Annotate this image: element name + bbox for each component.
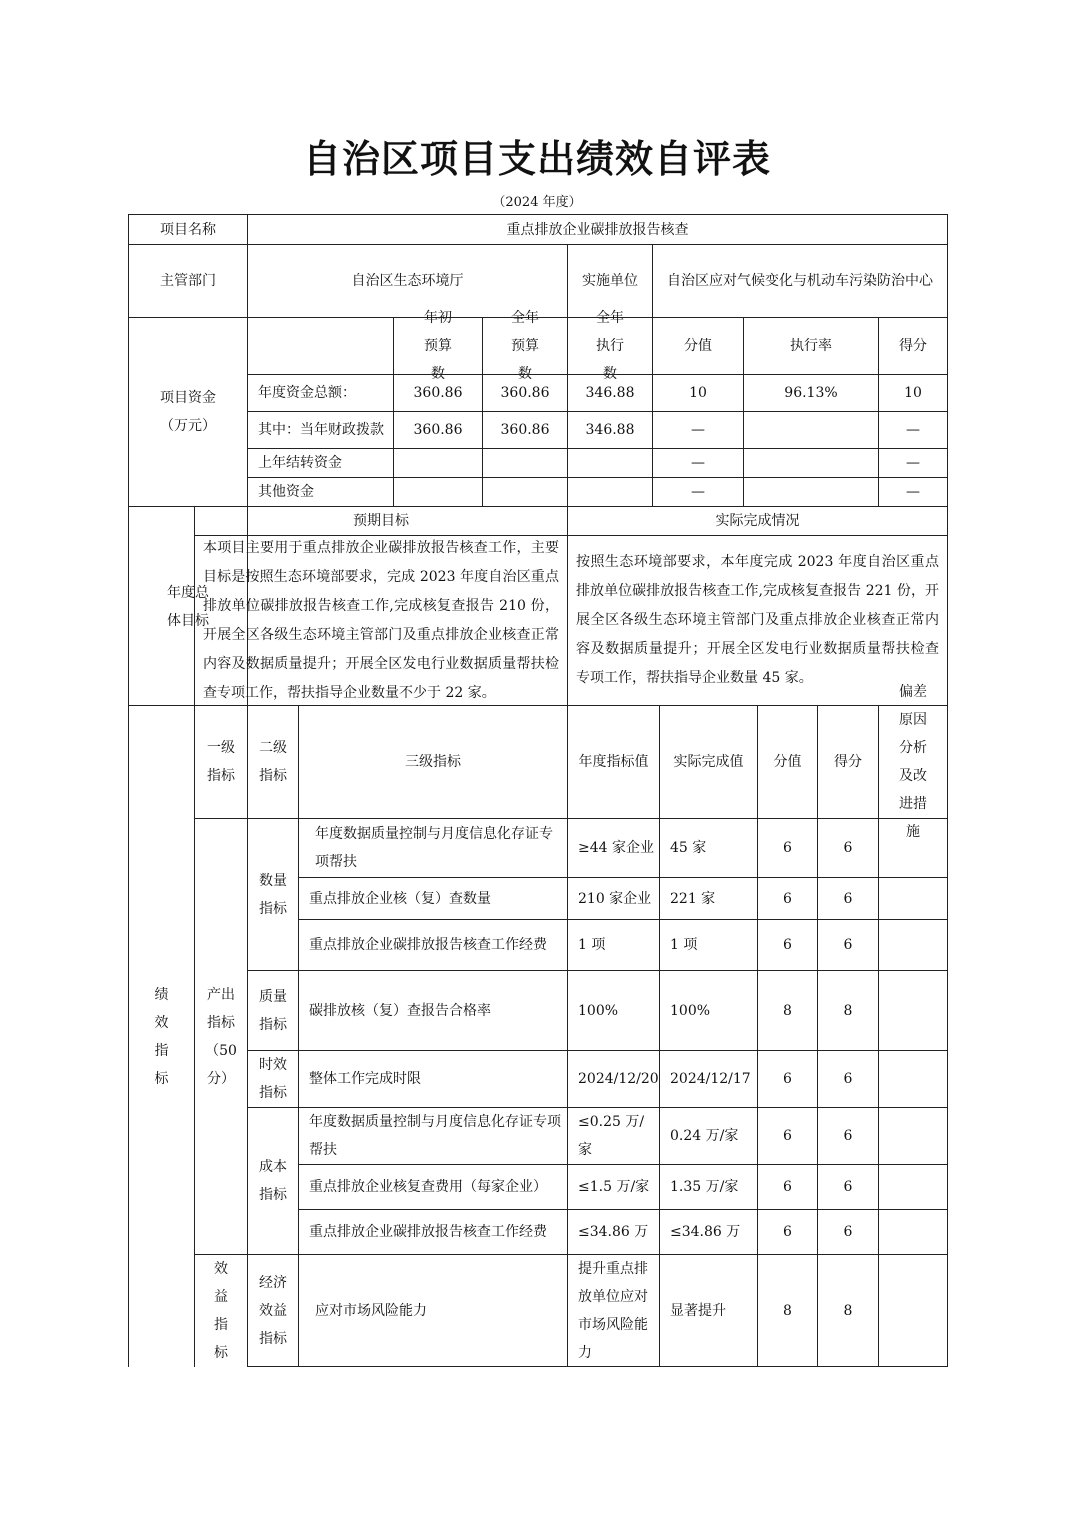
- expected-goal-text: 本项目主要用于重点排放企业碳排放报告核查工作，主要目标是按照生态环境部要求，完成 2023 年度自治区重点排放单位碳排放报告核查工作,完成核复查报告 210 份，开展全区各级生态环境主管部门及重点排放企业核查正常内容及数据质量提升；开展全区发电行业数据质量帮扶检查专项工作，帮扶指导企业数量不少于 22 家。: [194, 535, 568, 706]
- indicator-name: 重点排放企业核复查费用（每家企业）: [298, 1164, 568, 1210]
- funds-cell: 10: [652, 374, 744, 412]
- funds-cell: [393, 448, 483, 478]
- indicator-deviation: [878, 1107, 948, 1165]
- header-target: 年度指标值: [567, 705, 660, 819]
- evaluation-table: [128, 214, 948, 1367]
- funds-header-score: 得分: [878, 317, 948, 375]
- indicator-score: 6: [817, 1209, 879, 1255]
- funds-cell: 346.88: [567, 374, 653, 412]
- indicator-value: 6: [757, 1050, 818, 1108]
- indicator-target: 1 项: [567, 919, 660, 971]
- project-name-label: 项目名称: [128, 214, 248, 245]
- funds-header-value: 分值: [652, 317, 744, 375]
- output-indicator-label: 产出指标（50 分）: [194, 818, 248, 1255]
- indicator-deviation: [878, 1254, 948, 1367]
- funds-row-label: 其他资金: [247, 477, 394, 507]
- indicator-actual: 1.35 万/家: [659, 1164, 758, 1210]
- indicator-name: 重点排放企业碳排放报告核查工作经费: [298, 1209, 568, 1255]
- indicator-actual: 0.24 万/家: [659, 1107, 758, 1165]
- indicator-score: 8: [817, 1254, 879, 1367]
- indicator-actual: 45 家: [659, 818, 758, 878]
- expected-goal-header: 预期目标: [194, 506, 568, 536]
- funds-row-label: 其中：当年财政拨款: [247, 411, 394, 449]
- indicator-deviation: [878, 1050, 948, 1108]
- actual-goal-text: 按照生态环境部要求，本年度完成 2023 年度自治区重点排放单位碳排放报告核查工作,完成核复查报告 221 份，开展全区各级生态环境主管部门及重点排放企业核查正常内容及数据质量提升；开展全区发电行业数据质量帮扶检查专项工作，帮扶指导企业数量 45 家。: [567, 535, 948, 706]
- unit-value: 自治区应对气候变化与机动车污染防治中心: [652, 244, 948, 318]
- header-score: 得分: [817, 705, 879, 819]
- funds-cell: [567, 448, 653, 478]
- funds-cell: —: [652, 477, 744, 507]
- indicator-value: 6: [757, 818, 818, 878]
- header-deviation: 偏差原因分析及改进措施: [878, 705, 948, 819]
- indicator-target: ≥44 家企业: [567, 818, 660, 878]
- goals-label: 年度总体目标: [128, 506, 248, 706]
- indicator-target: ≤0.25 万/家: [567, 1107, 660, 1165]
- indicators-label: 绩效指标: [128, 705, 195, 1367]
- indicator-actual: 221 家: [659, 877, 758, 920]
- header-score-value: 分值: [757, 705, 818, 819]
- funds-cell: [567, 477, 653, 507]
- funds-cell: [393, 477, 483, 507]
- indicator-deviation: [878, 1164, 948, 1210]
- year-label: （2024 年度）: [492, 195, 582, 210]
- funds-cell: 10: [878, 374, 948, 412]
- indicator-value: 6: [757, 919, 818, 971]
- project-name-value: 重点排放企业碳排放报告核查: [247, 214, 948, 245]
- indicator-target: 210 家企业: [567, 877, 660, 920]
- indicator-score: 6: [817, 818, 879, 878]
- funds-cell: [743, 477, 879, 507]
- indicator-name: 重点排放企业碳排放报告核查工作经费: [298, 919, 568, 971]
- indicator-value: 6: [757, 1107, 818, 1165]
- indicator-value: 8: [757, 1254, 818, 1367]
- indicator-actual: 100%: [659, 970, 758, 1051]
- indicator-name: 应对市场风险能力: [298, 1254, 568, 1367]
- unit-label: 实施单位: [567, 244, 653, 318]
- funds-cell: —: [652, 448, 744, 478]
- economic-indicator-label: 经济效益指标: [247, 1254, 299, 1367]
- timeliness-indicator-label: 时效指标: [247, 1050, 299, 1108]
- header-level3: 三级指标: [298, 705, 568, 819]
- indicator-deviation: [878, 1209, 948, 1255]
- funds-cell: 360.86: [393, 411, 483, 449]
- header-level1: 一级指标: [194, 705, 248, 819]
- indicator-value: 6: [757, 877, 818, 920]
- funds-cell: —: [878, 477, 948, 507]
- indicator-deviation: [878, 919, 948, 971]
- indicator-score: 8: [817, 970, 879, 1051]
- indicator-deviation: [878, 877, 948, 920]
- page-title: 自治区项目支出绩效自评表: [302, 136, 771, 181]
- indicator-score: 6: [817, 877, 879, 920]
- funds-row-label: 年度资金总额：: [247, 374, 394, 412]
- dept-value: 自治区生态环境厅: [247, 244, 568, 318]
- indicator-value: 6: [757, 1164, 818, 1210]
- funds-cell: [743, 411, 879, 449]
- indicator-name: 年度数据质量控制与月度信息化存证专项帮扶: [298, 818, 568, 878]
- funds-cell: —: [878, 411, 948, 449]
- indicator-name: 年度数据质量控制与月度信息化存证专项帮扶: [298, 1107, 568, 1165]
- indicator-target: ≤34.86 万: [567, 1209, 660, 1255]
- quantity-indicator-label: 数量指标: [247, 818, 299, 971]
- indicator-target: 提升重点排放单位应对市场风险能力: [567, 1254, 660, 1367]
- dept-label: 主管部门: [128, 244, 248, 318]
- indicator-value: 8: [757, 970, 818, 1051]
- indicator-score: 6: [817, 1164, 879, 1210]
- indicator-deviation: [878, 970, 948, 1051]
- funds-cell: —: [652, 411, 744, 449]
- indicator-deviation: [878, 818, 948, 878]
- funds-label: 项目资金（万元）: [128, 317, 248, 507]
- funds-cell: 346.88: [567, 411, 653, 449]
- indicator-actual: 显著提升: [659, 1254, 758, 1367]
- indicator-actual: 1 项: [659, 919, 758, 971]
- funds-cell: [482, 448, 568, 478]
- indicator-name: 整体工作完成时限: [298, 1050, 568, 1108]
- funds-header-rate: 执行率: [743, 317, 879, 375]
- indicator-value: 6: [757, 1209, 818, 1255]
- funds-cell: 96.13%: [743, 374, 879, 412]
- funds-cell: 360.86: [393, 374, 483, 412]
- funds-cell: 360.86: [482, 374, 568, 412]
- funds-header-executed: 全年执行数: [567, 317, 653, 375]
- quality-indicator-label: 质量指标: [247, 970, 299, 1051]
- indicator-score: 6: [817, 1107, 879, 1165]
- funds-header-annual: 全年预算数: [482, 317, 568, 375]
- indicator-target: ≤1.5 万/家: [567, 1164, 660, 1210]
- indicator-score: 6: [817, 919, 879, 971]
- funds-header-blank: [247, 317, 394, 375]
- header-level2: 二级指标: [247, 705, 299, 819]
- indicator-actual: ≤34.86 万: [659, 1209, 758, 1255]
- indicator-target: 100%: [567, 970, 660, 1051]
- funds-header-initial: 年初预算数: [393, 317, 483, 375]
- funds-row-label: 上年结转资金: [247, 448, 394, 478]
- funds-cell: [743, 448, 879, 478]
- funds-cell: 360.86: [482, 411, 568, 449]
- funds-cell: —: [878, 448, 948, 478]
- benefit-indicator-label: 效益指标: [194, 1254, 248, 1367]
- header-actual: 实际完成值: [659, 705, 758, 819]
- indicator-name: 重点排放企业核（复）查数量: [298, 877, 568, 920]
- indicator-actual: 2024/12/17: [659, 1050, 758, 1108]
- cost-indicator-label: 成本指标: [247, 1107, 299, 1255]
- funds-cell: [482, 477, 568, 507]
- indicator-target: 2024/12/20: [567, 1050, 660, 1108]
- actual-goal-header: 实际完成情况: [567, 506, 948, 536]
- indicator-score: 6: [817, 1050, 879, 1108]
- indicator-name: 碳排放核（复）查报告合格率: [298, 970, 568, 1051]
